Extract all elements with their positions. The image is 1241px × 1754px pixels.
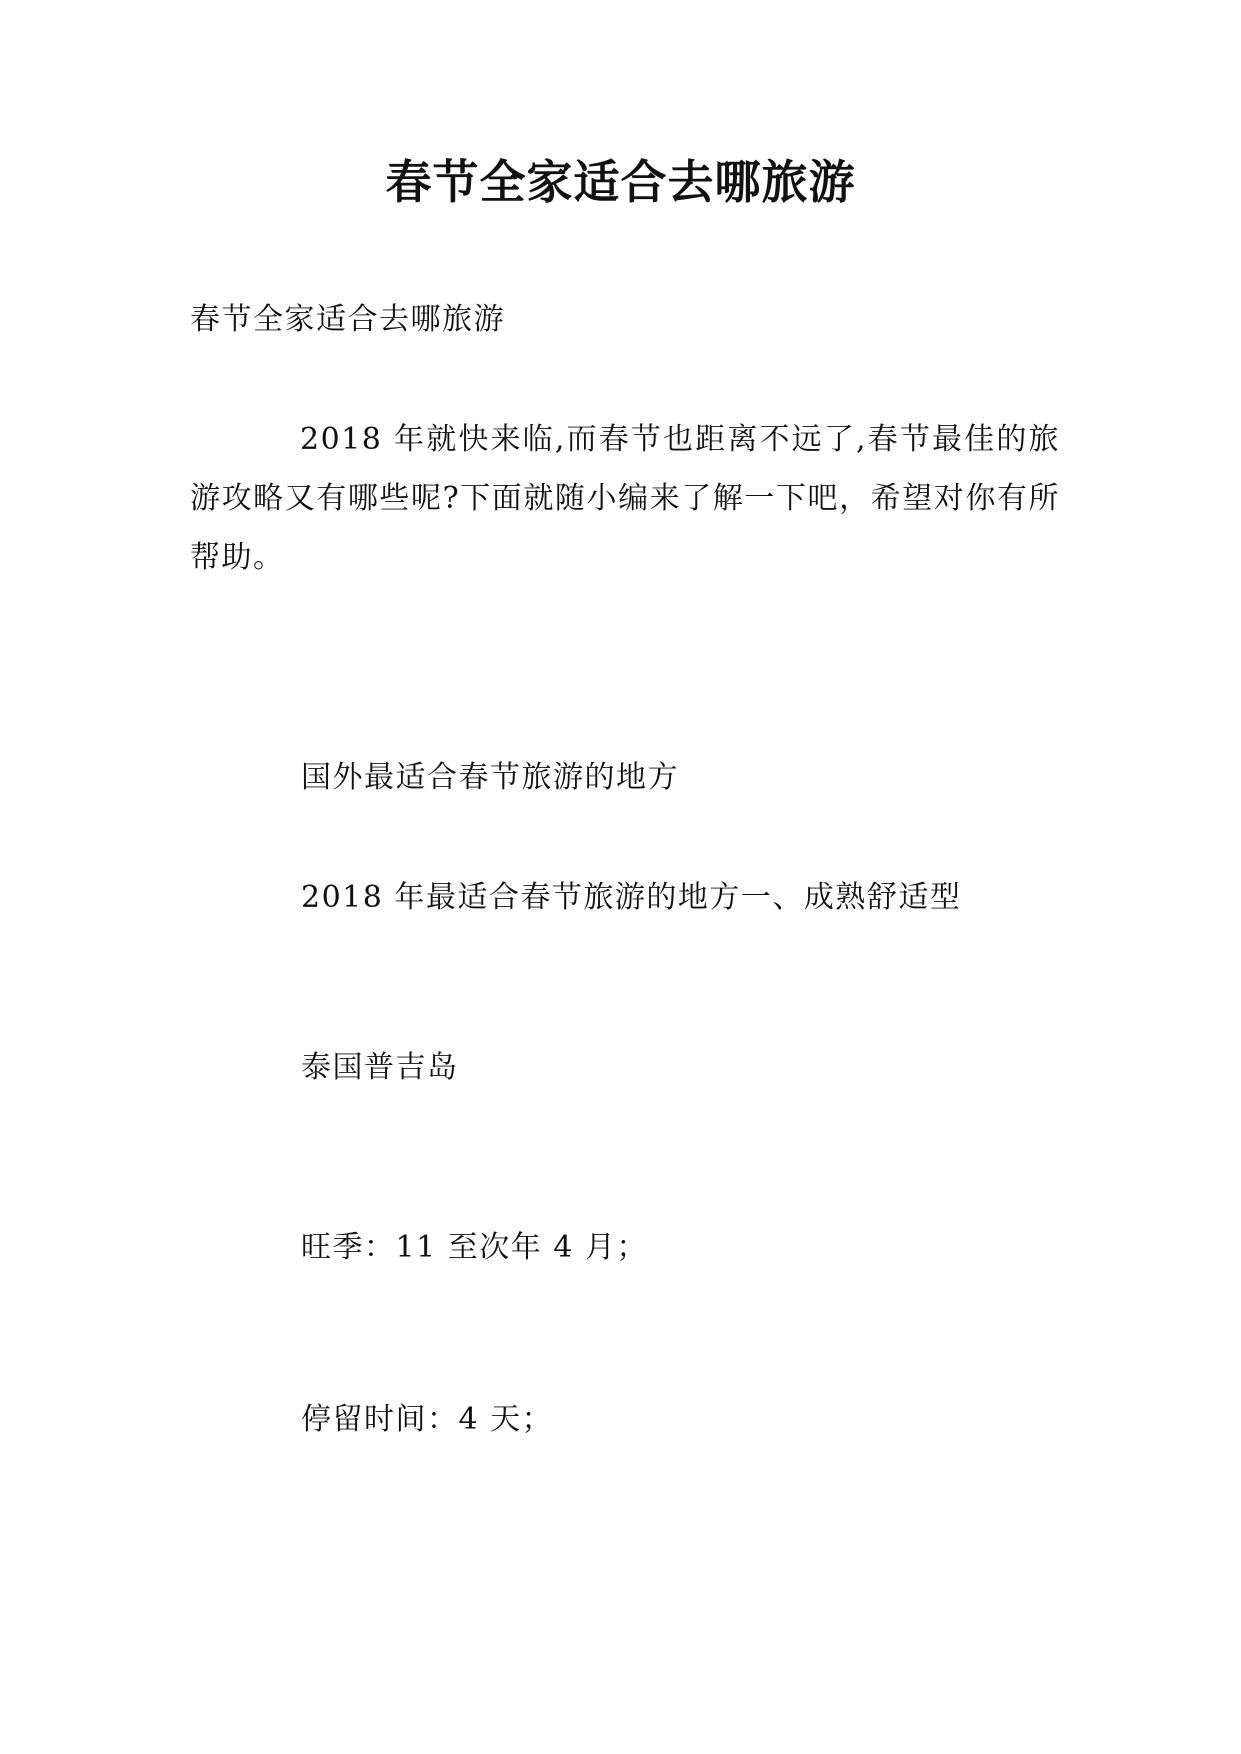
section-subheading: 2018 年最适合春节旅游的地方一、成熟舒适型 <box>301 880 962 915</box>
peak-season-line: 旺季：11 至次年 4 月； <box>301 1230 648 1265</box>
intro-paragraph: 2018 年就快来临,而春节也距离不远了,春节最佳的旅游攻略又有哪些呢?下面就随小编来了解一下吧，希望对你有所帮助。 <box>190 422 1060 575</box>
document-title: 春节全家适合去哪旅游 <box>385 155 856 209</box>
document-subtitle: 春节全家适合去哪旅游 <box>190 302 505 337</box>
destination-name: 泰国普吉岛 <box>301 1050 459 1085</box>
stay-duration-line: 停留时间：4 天； <box>301 1402 554 1437</box>
section-heading: 国外最适合春节旅游的地方 <box>301 760 679 795</box>
